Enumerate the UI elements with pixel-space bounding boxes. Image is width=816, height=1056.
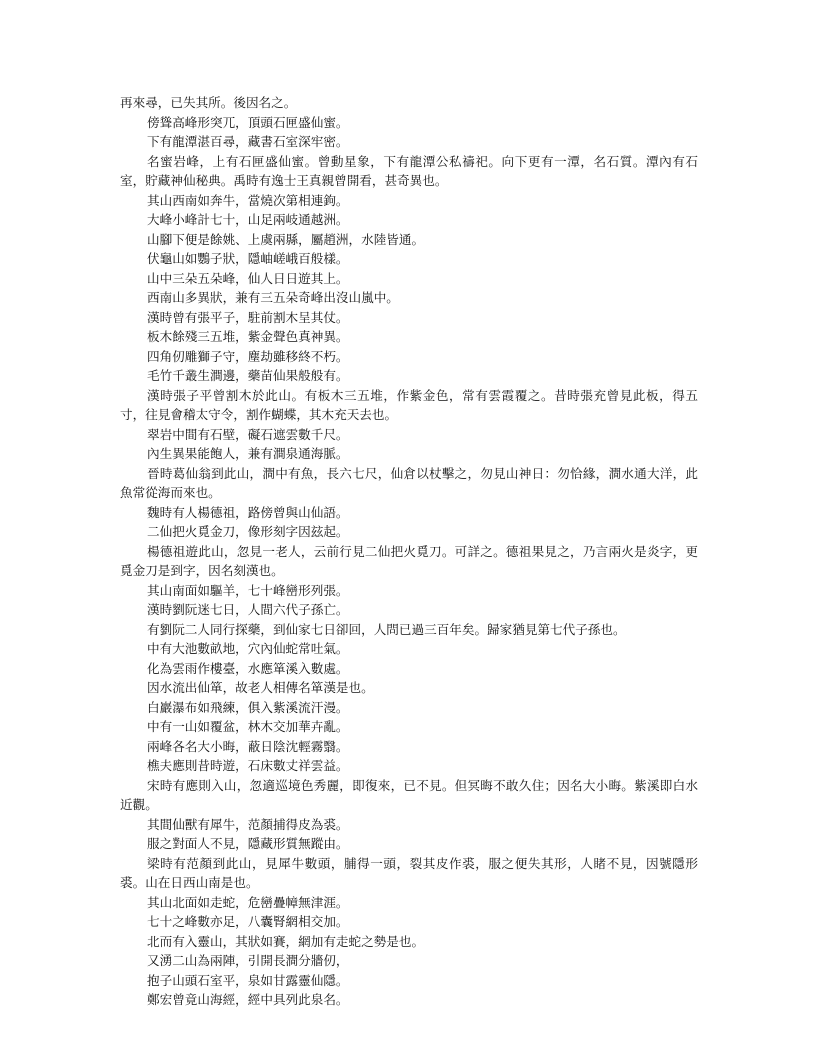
paragraph: 白巖瀑布如飛練，俱入紫溪流汗漫。	[147, 699, 349, 715]
paragraph: 兩峰各名大小晦，蔽日陰沈輕霧翳。	[147, 738, 349, 754]
paragraph: 其山北面如走蛇，危巒疊幛無津涯。	[147, 894, 349, 910]
paragraph: 其山南面如驅羊，七十峰巒形列張。	[147, 582, 349, 598]
paragraph: 漢時曾有張平子，駐前割木呈其仗。	[147, 309, 349, 325]
paragraph: 山中三朵五朵峰，仙人日日遊其上。	[147, 270, 349, 286]
paragraph: 又湧二山為兩陣，引開長澗分牆仞，	[147, 953, 349, 968]
paragraph: 其間仙獸有犀牛，范顏捕得皮為裘。	[147, 816, 349, 832]
paragraph: 再來尋，已失其所。後因名之。	[120, 95, 297, 110]
paragraph: 四角仞雕獅子守，塵劫雖移終不朽。	[147, 348, 349, 364]
paragraph: 漢時劉阮迷七日，人間六代子孫亡。	[147, 602, 349, 617]
paragraph: 名蜜岩峰，上有石匣盛仙蜜。曾動星象，下有龍潭公私禱祀。向下更有一潭，名石質。潭內有石室，貯藏神仙秘典。禹時有逸士王真親曾開看，甚奇異也。	[120, 153, 698, 188]
paragraph: 漢時張子平曾割木於此山。有板木三五堆，作紫金色，常有雲霞覆之。昔時張充曾見此板，得五寸，往見會稽太守令，割作蝴蝶，其木充天去也。	[120, 387, 698, 422]
paragraph: 其山西南如奔牛，當燒次第相連鉤。	[147, 192, 349, 208]
paragraph: 有劉阮二人同行探藥，到仙家七日卻回，人問已過三百年矣。歸家猶見第七代子孫也。	[147, 621, 626, 637]
paragraph: 抱子山頭石室平，泉如甘露靈仙隱。	[147, 972, 349, 988]
paragraph: 服之對面人不見，隱藏形質無蹤由。	[147, 836, 349, 851]
paragraph: 下有龍潭湛百尋，藏書石室深牢密。	[147, 134, 349, 149]
paragraph: 宋時有應則入山，忽適巡境色秀麗，即復來，已不見。但冥晦不敢久住；因名大小晦。紫溪即白水近觀。	[120, 777, 698, 812]
paragraph: 翠岩中間有石壁，礙石遮雲數千尺。	[147, 426, 349, 442]
paragraph: 七十之峰數亦足，八囊腎網相交加。	[147, 914, 349, 929]
paragraph: 中有一山如覆盆，林木交加華卉亂。	[147, 719, 349, 734]
paragraph: 伏龜山如鸚子狀，隱岫嵯峨百般樣。	[147, 251, 349, 266]
paragraph: 毛竹千叢生澗邊，藥苗仙果般般有。	[147, 368, 349, 383]
paragraph: 山腳下便是餘姚、上虞兩縣，屬趙洲，水陸皆通。	[147, 231, 425, 247]
paragraph: 魏時有人楊德祖，路傍曾與山仙語。	[147, 504, 349, 520]
paragraph: 大峰小峰計七十，山足兩岐通越洲。	[147, 212, 349, 227]
paragraph: 西南山多異狀，兼有三五朵奇峰出沒山嵐中。	[147, 290, 399, 305]
paragraph: 梁時有范顏到此山，見犀牛數頭，脯得一頭，裂其皮作裘，服之便失其形，人睹不見，因號隱形裘。山在日西山南是也。	[120, 855, 698, 890]
paragraph: 晉時葛仙翁到此山，澗中有魚，長六七尺，仙倉以杖擊之，勿見山神日：勿恰緣，澗水通大洋，此魚常從海而來也。	[120, 465, 698, 500]
paragraph: 傍聳高峰形突兀，頂頭石匣盛仙蜜。	[147, 114, 349, 130]
document-body	[120, 93, 698, 1010]
paragraph: 中有大池數畝地，穴內仙蛇常吐氣。	[147, 641, 349, 656]
paragraph: 因水流出仙箪，故老人相傳名箪漢是也。	[147, 680, 374, 695]
paragraph: 化為雲雨作樓臺，水應箪溪入數處。	[147, 660, 349, 676]
paragraph: 楊德祖遊此山，忽見一老人，云前行見二仙把火覓刀。可詳之。德祖果見之，乃言兩火是炎字，更覓金刀是到字，因名刻漢也。	[120, 543, 698, 578]
paragraph: 內生異果能飽人，兼有澗泉通海脈。	[147, 446, 349, 461]
paragraph: 樵夫應則昔時遊，石床數丈祥雲益。	[147, 758, 349, 773]
paragraph: 鄭宏曾竟山海經，經中具列此泉名。	[147, 992, 349, 1007]
paragraph: 板木餘殘三五堆，紫金聲色真神異。	[147, 329, 349, 344]
paragraph: 北而有入靈山，其狀如賽，網加有走蛇之勢是也。	[147, 933, 425, 949]
paragraph: 二仙把火覓金刀，像形刻字因玆起。	[147, 524, 349, 539]
